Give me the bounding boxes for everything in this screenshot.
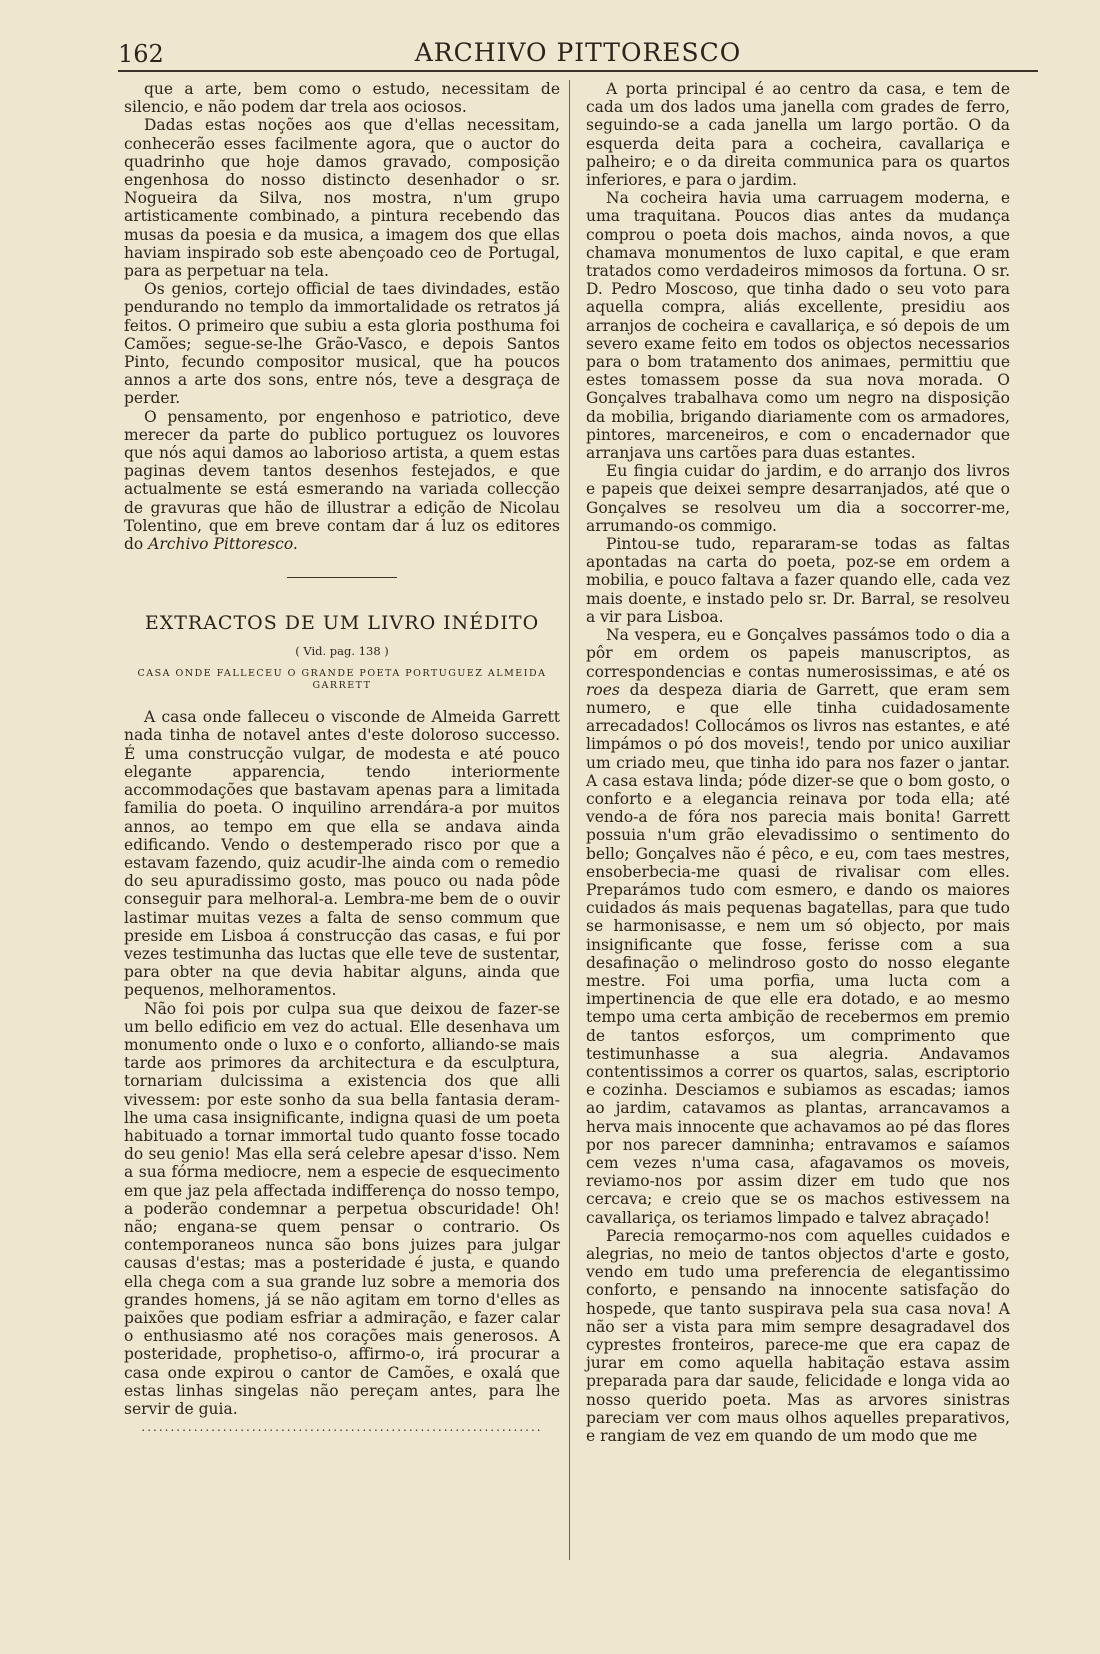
paragraph: Os genios, cortejo official de taes divindades, estão pendurando no templo da immortalidade os retratos já feitos. O primeiro que subiu a esta gloria posthuma foi Camões; segue-se-lhe Grão-Vasco, e depois Santos Pinto, fecundo compositor musical, que ha poucos annos a arte dos sons, entre nós, teve a desgraça de perder. bbox=[124, 280, 560, 408]
paragraph-text: O pensamento, por engenhoso e patriotico, deve merecer da parte do publico portuguez os louvores que nós aqui damos ao laborioso artista, a quem estas paginas devem tantos desenhos festejados, e que actualmente se está esmerando na variada collecção de gravuras que hão de illustrar a edição de Nicolau Tolentino, que em breve contam dar á luz os editores do bbox=[124, 407, 560, 554]
paragraph-text: Na vespera, eu e Gonçalves passámos todo o dia a pôr em ordem os papeis manuscriptos, as correspondencias e contas numerosissimas, e até os bbox=[586, 626, 1010, 681]
paragraph: Dadas estas noções aos que d'ellas necessitam, conhecerão esses facilmente agora, que o auctor do quadrinho que hoje damos gravado, composição engenhosa do nosso distincto desenhador o sr. Nogueira da Silva, nos mostra, n'um grupo artisticamente combinado, a pintura recebendo das musas da poesia e da musica, a imagem dos que ellas haviam inspirado sob este abençoado ceo de Portugal, para as perpetuar na tela. bbox=[124, 116, 560, 281]
paragraph bbox=[124, 408, 560, 554]
right-column bbox=[586, 80, 1010, 1445]
section-title: EXTRACTOS DE UM LIVRO INÉDITO bbox=[144, 612, 540, 635]
page-number: 162 bbox=[118, 40, 164, 68]
left-column bbox=[124, 80, 560, 1434]
paragraph: Pintou-se tudo, repararam-se todas as faltas apontadas na carta do poeta, poz-se em ordem a mobilia, e pouco faltava a fazer quando elle, cada vez mais doente, e instado pelo sr. Dr. Barral, se resolveu a vir para Lisboa. bbox=[586, 535, 1010, 626]
column-divider bbox=[569, 80, 570, 1560]
article-subhead: CASA ONDE FALLECEU O GRANDE POETA PORTUGUEZ ALMEIDA GARRETT bbox=[137, 668, 547, 692]
page-header bbox=[118, 36, 1038, 72]
paragraph: que a arte, bem como o estudo, necessitam de silencio, e não podem dar trela aos ociosos. bbox=[124, 80, 560, 117]
paragraph: Na cocheira havia uma carruagem moderna, e uma traquitana. Poucos dias antes da mudança comprou o poeta dois machos, ainda novos, a que chamava monumentos de luxo capital, e que eram tratados como verdadeiros mimosos da fortuna. O sr. D. Pedro Moscoso, que tinha dado o seu voto para aquella compra, aliás excellente, presidiu aos arranjos de cocheira e cavallariça, e só depois de um severo exame feito em todos os objectos necessarios para o bom tratamento dos animaes, permittiu que estes tomassem posse da sua nova morada. O Gonçalves trabalhava como um negro na disposição da mobilia, brigando diariamente com os armadores, pintores, marceneiros, e com o encadernador que arranjava uns cartões para duas estantes. bbox=[586, 189, 1010, 463]
running-title: ARCHIVO PITTORESCO bbox=[414, 38, 742, 67]
paragraph: Eu fingia cuidar do jardim, e do arranjo dos livros e papeis que deixei sempre desarranjados, até que o Gonçalves se resolveu um dia a soccorrer-me, arrumando-os commigo. bbox=[586, 462, 1010, 535]
paragraph: A casa onde falleceu o visconde de Almeida Garrett nada tinha de notavel antes d'este doloroso successo. É uma construcção vulgar, de modesta e até pouco elegante apparencia, tendo interiormente accommodações que bastavam apenas para a limitada familia do poeta. O inquilino arrendára-a por muitos annos, ao tempo em que ella se andava ainda edificando. Vendo o destemperado risco por que a estavam fazendo, quiz acudir-lhe ainda com o remedio do seu apuradissimo gosto, mas pouco ou nada pôde conseguir para melhoral-a. Lembra-me bem de o ouvir lastimar muitas vezes a falta de senso commum que preside em Lisboa á construcção das casas, e fui por vezes testimunha das luctas que elle teve de sustentar, para obter na que devia habitar alguns, ainda que pequenos, melhoramentos. bbox=[124, 708, 560, 1000]
paragraph: A porta principal é ao centro da casa, e tem de cada um dos lados uma janella com grades de ferro, seguindo-se a cada janella um largo portão. O da esquerda deita para a cocheira, cavallariça e palheiro; e o da direita communica para os quartos inferiores, e para o jardim. bbox=[586, 80, 1010, 190]
magazine-name: Archivo Pittoresco. bbox=[148, 535, 298, 554]
italic-word: roes bbox=[586, 680, 620, 699]
ellipsis-dots: ..................................................................... bbox=[141, 1420, 543, 1435]
paragraph-text: da despeza diaria de Garrett, que eram sem numero, e que elle tinha cuidadosamente arrecadados! Collocámos os livros nas estantes, e até limpámos o pó dos moveis!, tendo por unico auxiliar um criado meu, que tinha ido para nos fazer o jantar. A casa estava linda; póde dizer-se que o bom gosto, o conforto e a elegancia reinava por toda ella; até vendo-a de fóra nos parecia mais bonita! Garrett possuia n'um grão elevadissimo o sentimento do bello; Gonçalves não é pêco, e eu, com taes mestres, ensoberbecia-me quasi de rivalisar com elles. Preparámos tudo com esmero, e dando os maiores cuidados ás mais pequenas bagatellas, para que tudo se harmonisasse, e nem um só objecto, por mais insignificante que fosse, ferisse com a sua desafinação o melindroso gosto do nosso elegante mestre. Foi uma porfia, uma lucta com a impertinencia de que elle era dotado, e ao mesmo tempo uma certa ambição de recebermos em premio de tantos esforços, um comprimento que testimunhasse a sua alegria. Andavamos contentissimos a correr os quartos, salas, escriptorio e cozinha. Desciamos e subiamos as escadas; iamos ao jardim, catavamos as plantas, arrancavamos a herva mais innocente que achavamos ao pé das flores por nos parecer damninha; entravamos e saíamos cem vezes n'uma casa, afagavamos os moveis, reviamo-nos por assim dizer em tudo que nos cercava; e creio que se os machos estivessem na cavallariça, os teriamos limpado e talvez abraçado! bbox=[586, 680, 1010, 1227]
paragraph bbox=[586, 626, 1010, 1227]
paragraph: Parecia remoçarmo-nos com aquelles cuidados e alegrias, no meio de tantos objectos d'arte e gosto, vendo em tudo uma preferencia de elegantissimo conforto, e pensando na innocente satisfação do hospede, que tanto suspirava pela sua casa nova! A não ser a vista para mim sempre desagradavel dos cyprestes fronteiros, parece-me que era capaz de jurar em como aquella habitação estava assim preparada para dar saude, felicidade e longa vida ao nosso querido poeta. Mas as arvores sinistras pareciam ver com maus olhos aquelles preparativos, e rangiam de vez em quando de um modo que me bbox=[586, 1226, 1010, 1446]
section-reference: ( Vid. pag. 138 ) bbox=[295, 644, 389, 659]
section-divider bbox=[287, 577, 397, 578]
paragraph: Não foi pois por culpa sua que deixou de fazer-se um bello edificio em vez do actual. Elle desenhava um monumento onde o luxo e o conforto, alliando-se mais tarde aos primores da architectura e da esculptura, tornariam dulcissima a existencia dos que alli vivessem: por este sonho da sua bella fantasia deram-lhe uma casa insignificante, indigna quasi de um poeta habituado a tornar immortal tudo quanto fosse tocado do seu genio! Mas ella será celebre apesar d'isso. Nem a sua fórma mediocre, nem a especie de esquecimento em que jaz pela affectada indifferença do nosso tempo, a poderão condemnar a perpetua obscuridade! Oh! não; engana-se quem pensar o contrario. Os contemporaneos nunca são bons juizes para julgar causas d'estas; mas a posteridade é justa, e quando ella chega com a sua grande luz sobre a memoria dos grandes homens, já se não agitam em torno d'elles as paixões que podiam esfriar a admiração, e fazer calar o enthusiasmo até nos corações mais generosos. A posteridade, prophetiso-o, affirmo-o, irá procurar a casa onde expirou o cantor de Camões, e oxalá que estas linhas singelas não pereçam antes, para lhe servir de guia. bbox=[124, 999, 560, 1418]
